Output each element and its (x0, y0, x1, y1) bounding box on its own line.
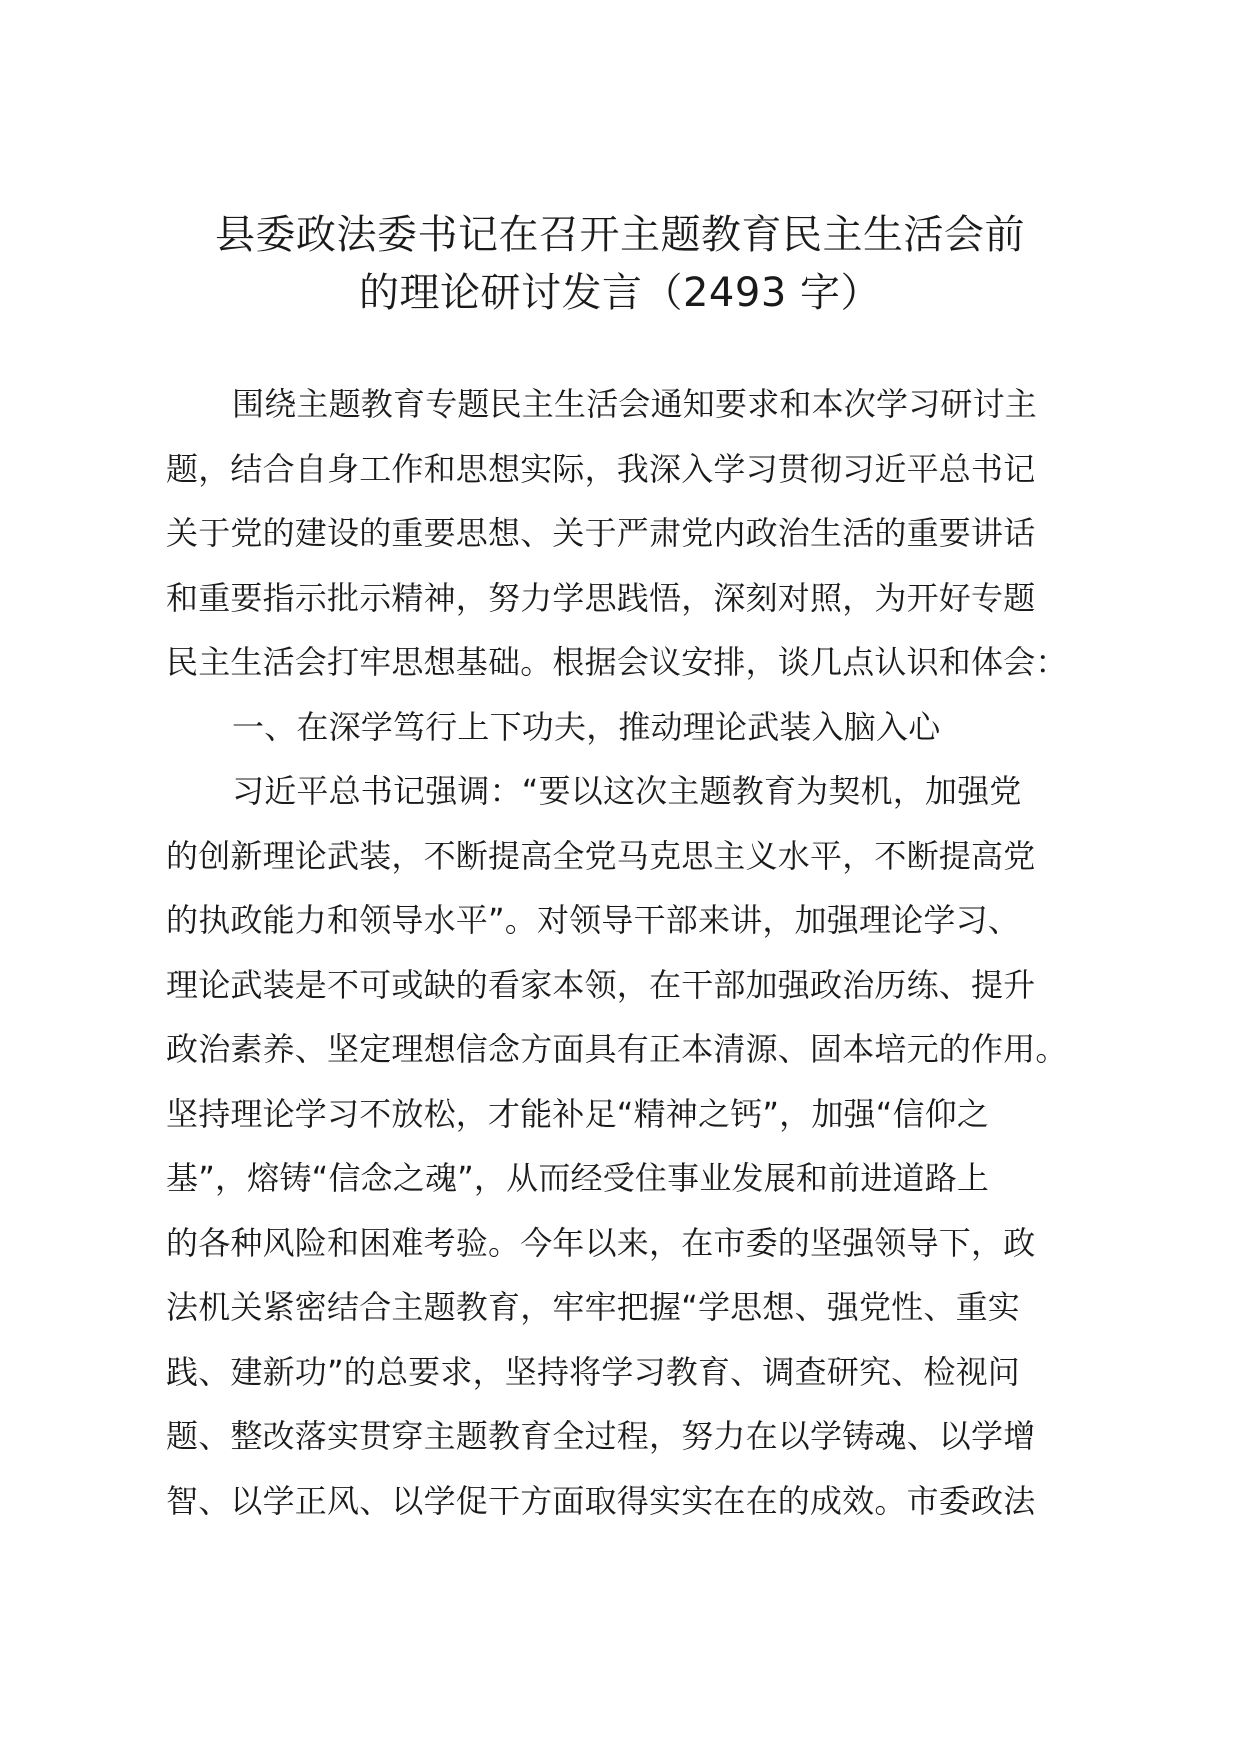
paragraph-line: 坚持理论学习不放松，才能补足“精神之钙”，加强“信仰之 (166, 1094, 990, 1133)
paragraph-line: 基”，熔铸“信念之魂”，从而经受住事业发展和前进道路上 (166, 1159, 990, 1197)
paragraph-line: 践、建新功”的总要求，坚持将学习教育、调查研究、检视问 (166, 1352, 1020, 1391)
paragraph-line: 法机关紧密结合主题教育，牢牢把握“学思想、强党性、重实 (166, 1288, 1020, 1326)
paragraph-line: 的各种风险和困难考验。今年以来，在市委的坚强领导下，政 (166, 1223, 1036, 1262)
paragraph-line: 政治素养、坚定理想信念方面具有正本清源、固本培元的作用。 (166, 1030, 1068, 1068)
paragraph-line: 题，结合自身工作和思想实际，我深入学习贯彻习近平总书记 (166, 449, 1036, 488)
paragraph-line: 理论武装是不可或缺的看家本领，在干部加强政治历练、提升 (166, 965, 1036, 1004)
paragraph-line: 智、以学正风、以学促干方面取得实实在在的成效。市委政法 (166, 1481, 1036, 1520)
paragraph-line: 题、整改落实贯穿主题教育全过程，努力在以学铸魂、以学增 (166, 1417, 1036, 1455)
paragraph-line: 关于党的建设的重要思想、关于严肃党内政治生活的重要讲话 (166, 514, 1036, 552)
paragraph-line: 民主生活会打牢思想基础。根据会议安排，谈几点认识和体会： (166, 643, 1068, 681)
section-heading: 一、在深学笃行上下功夫，推动理论武装入脑入心 (232, 707, 941, 746)
title-line-1: 县委政法委书记在召开主题教育民主生活会前 (215, 212, 1025, 258)
paragraph-line: 习近平总书记强调：“要以这次主题教育为契机，加强党 (232, 772, 1022, 810)
document-body (166, 372, 1076, 1533)
title-line-2: 的理论研讨发言（2493 字） (358, 270, 881, 316)
paragraph-line: 的执政能力和领导水平”。对领导干部来讲，加强理论学习、 (166, 901, 1020, 939)
document-title (150, 206, 1090, 322)
paragraph-line: 围绕主题教育专题民主生活会通知要求和本次学习研讨主 (232, 385, 1038, 423)
paragraph-line: 的创新理论武装，不断提高全党马克思主义水平，不断提高党 (166, 836, 1036, 875)
paragraph-line: 和重要指示批示精神，努力学思践悟，深刻对照，为开好专题 (166, 578, 1036, 617)
